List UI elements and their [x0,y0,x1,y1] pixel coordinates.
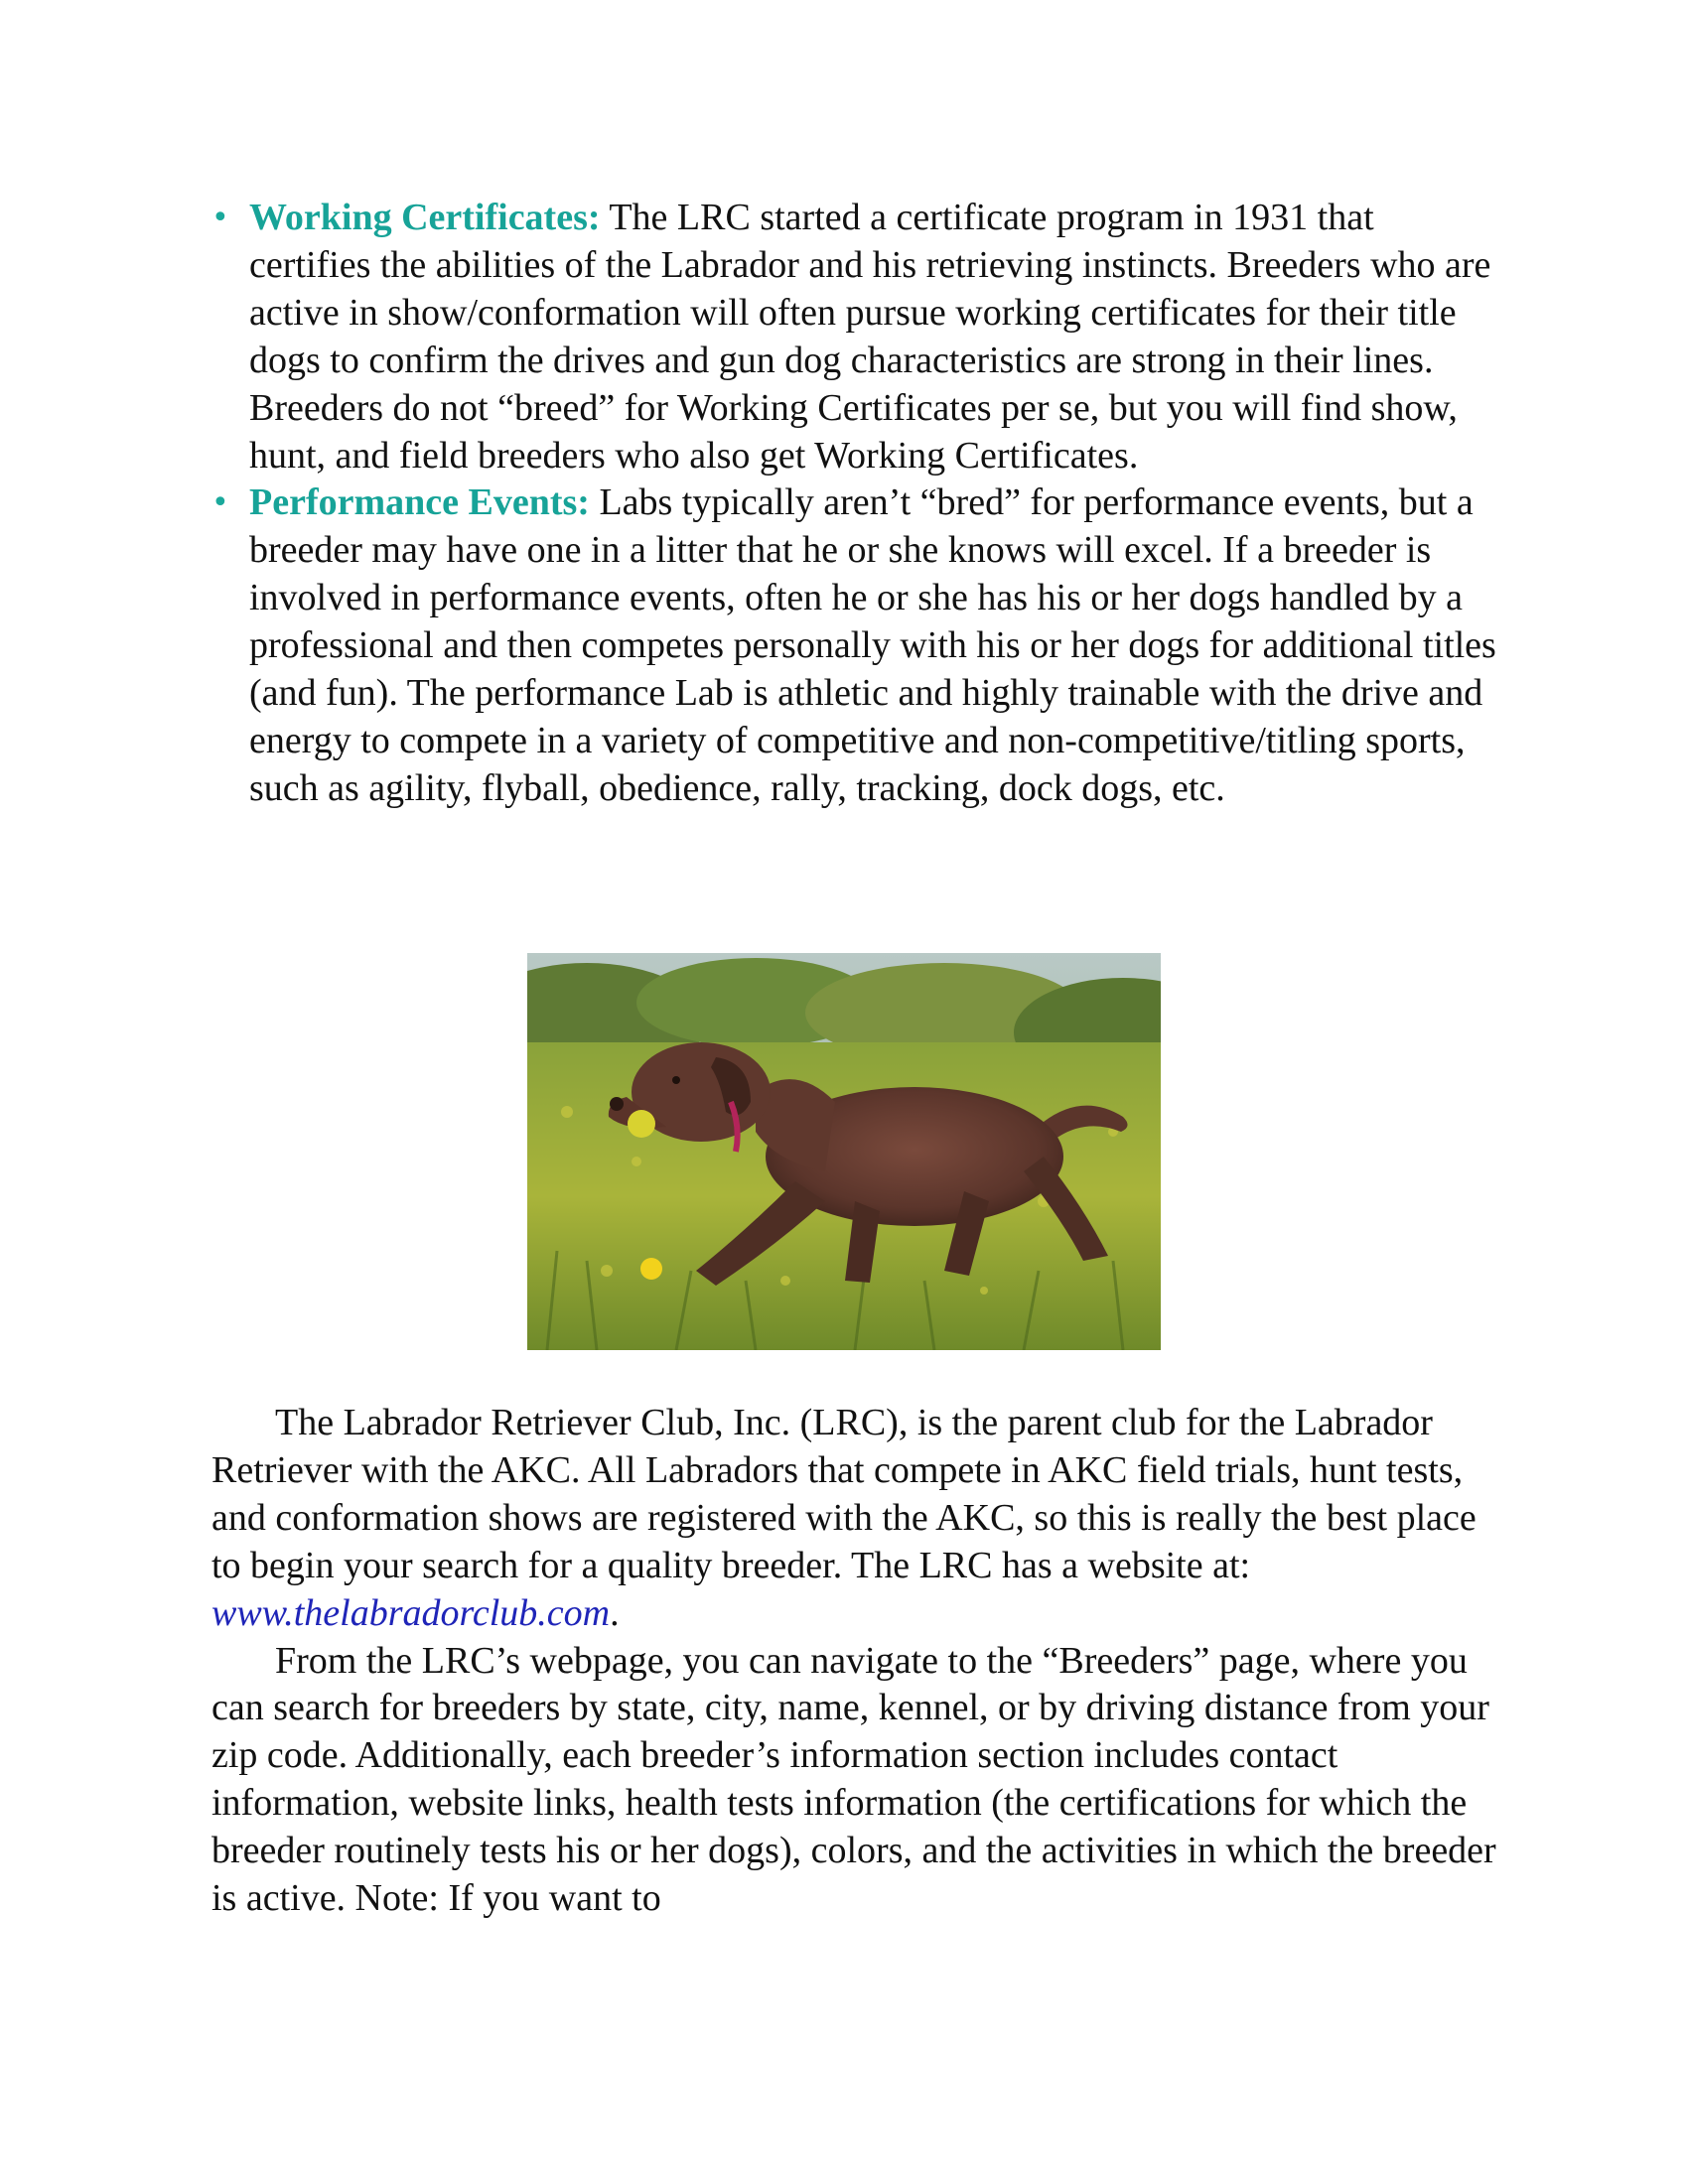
bullet-term: Working Certificates: [249,197,601,238]
paragraph-end: . [610,1591,620,1634]
bullet-item-working-certificates [211,195,1502,479]
labrador-puppy-photo [527,953,1161,1350]
paragraph-text: From the LRC’s webpage, you can navigate to the “Breeders” page, where you can search for breeders by state, city, name, kennel, or by driving distance from your zip code. Additionally, each breeder’s information section includes contact information, website links, health tests information (the certifications for which the breeder routinely tests his or her dogs), colors, and the activities in which the breeder is active. Note: If you want to [211,1639,1496,1920]
bullet-text: Labs typically aren’t “bred” for performance events, but a breeder may have one in a litter that he or she knows will excel. If a breeder is involved in performance events, often he or she has his or her dogs handled by a professional and then competes personally with his or her dogs for additional titles (and fun). The performance Lab is athletic and highly trainable with the drive and energy to compete in a variety of competitive and non-competitive/titling sports, such as agility, flyball, obedience, rally, tracking, dock dogs, etc. [249,481,1496,809]
body-text [211,1400,1502,1923]
bullet-term: Performance Events: [249,481,590,524]
bullet-text: The LRC started a certificate program in 1931 that certifies the abilities of the Labrador and his retrieving instincts. Breeders who are active in show/conformation will often pursue working certificates for their title dogs to confirm the drives and gun dog characteristics are strong in their lines. Breeders do not “breed” for Working Certificates per se, but you will find show, hunt, and field breeders who also get Working Certificates. [249,197,1491,477]
bullet-list [211,195,1502,813]
lrc-website-link[interactable]: www.thelabradorclub.com [211,1591,611,1634]
paragraph-lrc-intro [211,1400,1502,1638]
bullet-dot-icon: • [211,201,229,235]
paragraph-breeders-page [211,1638,1502,1923]
bullet-dot-icon: • [211,485,229,521]
bullet-item-performance-events [211,479,1502,812]
paragraph-text: The Labrador Retriever Club, Inc. (LRC), is the parent club for the Labrador Retriever with the AKC. All Labradors that compete in AKC field trials, hunt tests, and conformation shows are registered with the AKC, so this is really the best place to begin your search for a quality breeder. The LRC has a website at: [211,1402,1477,1586]
